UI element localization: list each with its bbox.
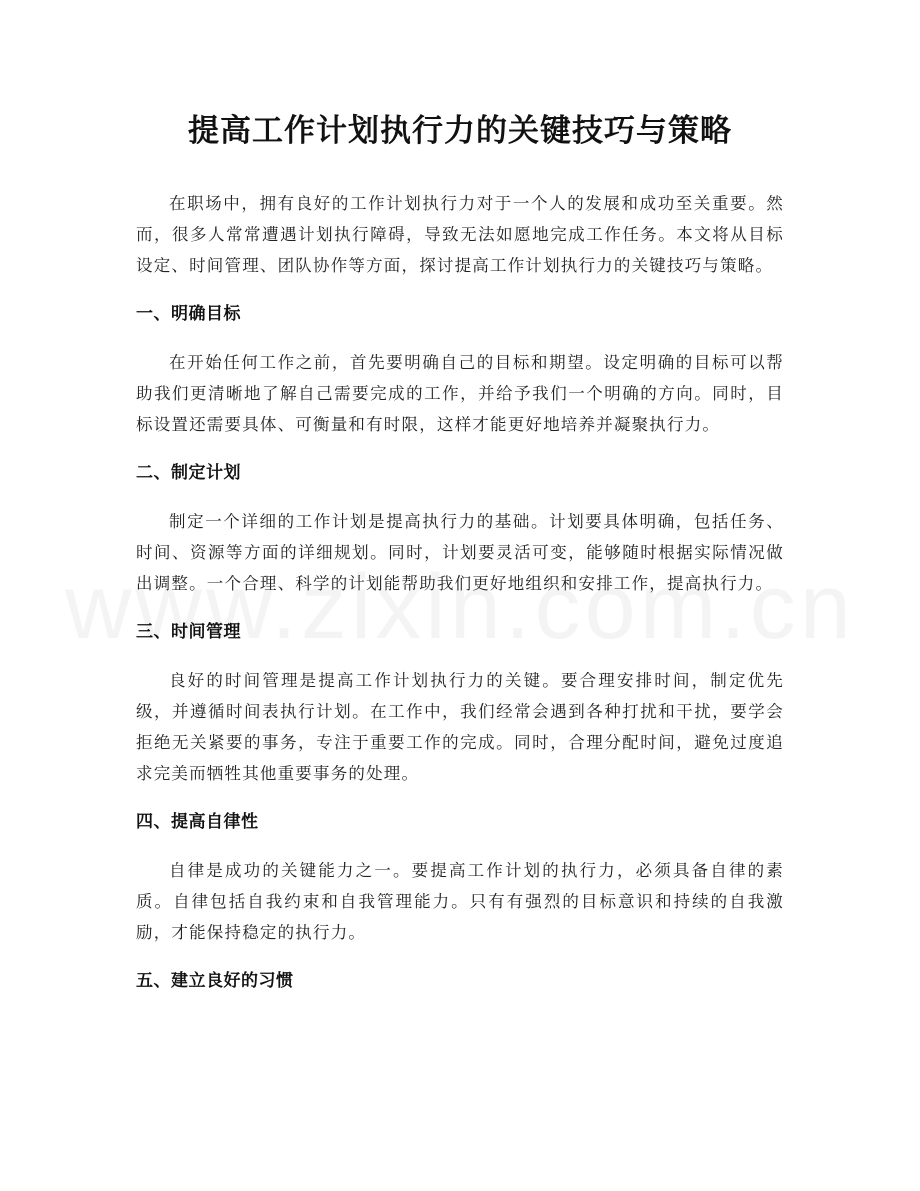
section-body-goals: 在开始任何工作之前，首先要明确自己的目标和期望。设定明确的目标可以帮助我们更清晰地了解自己需要完成的工作，并给予我们一个明确的方向。同时，目标设置还需要具体、可衡量和有时限，这样才能更好地培养并凝聚执行力。 bbox=[136, 353, 784, 434]
section-body-plan: 制定一个详细的工作计划是提高执行力的基础。计划要具体明确，包括任务、时间、资源等方面的详细规划。同时，计划要灵活可变，能够随时根据实际情况做出调整。一个合理、科学的计划能帮助我们更好地组织和安排工作，提高执行力。 bbox=[136, 512, 784, 593]
section-heading-goals: 一、明确目标 bbox=[136, 304, 241, 324]
intro-paragraph: 在职场中，拥有良好的工作计划执行力对于一个人的发展和成功至关重要。然而，很多人常常遭遇计划执行障碍，导致无法如愿地完成工作任务。本文将从目标设定、时间管理、团队协作等方面，探讨提高工作计划执行力的关键技巧与策略。 bbox=[136, 194, 784, 275]
section-heading-discipline: 四、提高自律性 bbox=[136, 812, 259, 832]
section-body-time: 良好的时间管理是提高工作计划执行力的关键。要合理安排时间，制定优先级，并遵循时间表执行计划。在工作中，我们经常会遇到各种打扰和干扰，要学会拒绝无关紧要的事务，专注于重要工作的完成。同时，合理分配时间，避免过度追求完美而牺牲其他重要事务的处理。 bbox=[136, 671, 784, 783]
section-heading-plan: 二、制定计划 bbox=[136, 463, 241, 483]
section-heading-habits: 五、建立良好的习惯 bbox=[136, 971, 294, 991]
section-body-discipline: 自律是成功的关键能力之一。要提高工作计划的执行力，必须具备自律的素质。自律包括自我约束和自我管理能力。只有有强烈的目标意识和持续的自我激励，才能保持稳定的执行力。 bbox=[136, 861, 784, 942]
section-heading-time: 三、时间管理 bbox=[136, 622, 241, 642]
document-title: 提高工作计划执行力的关键技巧与策略 bbox=[188, 113, 732, 149]
